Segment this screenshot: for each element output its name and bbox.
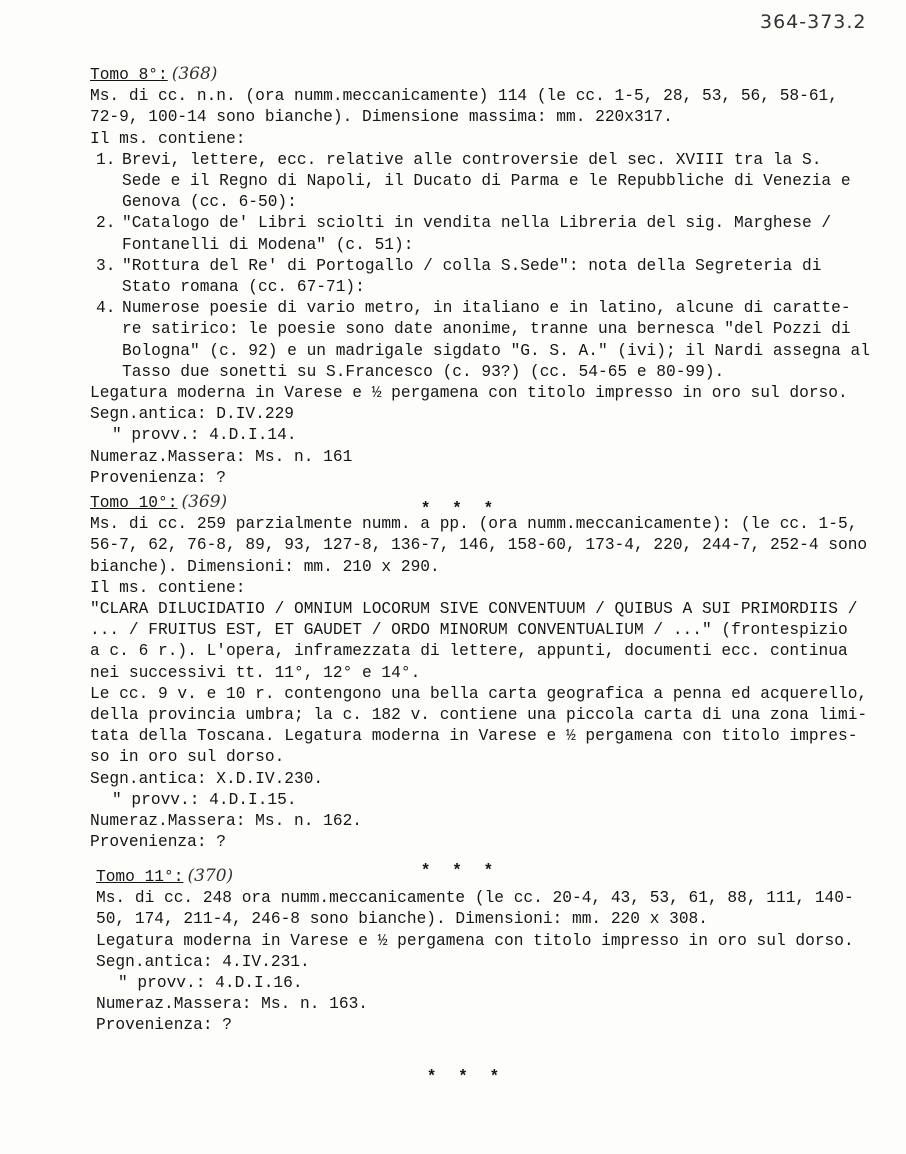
tomo-8-line: Il ms. contiene: — [90, 129, 246, 148]
provenance: Provenienza: ? — [96, 1016, 232, 1035]
tomo-8-line: 72-9, 100-14 sono bianche). Dimensione massima: mm. 220x317. — [90, 108, 673, 127]
tomo-11-heading — [96, 866, 896, 888]
item-number: 2. — [96, 214, 116, 233]
tomo-11-line: Ms. di cc. 248 ora numm.meccanicamente (le cc. 20-4, 43, 53, 61, 88, 111, 140- — [96, 889, 854, 908]
tomo-10-line: so in oro sul dorso. — [90, 748, 285, 767]
tomo-8-line: Ms. di cc. n.n. (ora numm.meccanicamente) 114 (le cc. 1-5, 28, 53, 56, 58-61, — [90, 87, 838, 106]
provenance: Provenienza: ? — [90, 833, 226, 852]
tomo-10-line: 56-7, 62, 76-8, 89, 93, 127-8, 136-7, 146, 158-60, 173-4, 220, 244-7, 252-4 sono — [90, 536, 868, 555]
binding-note: Legatura moderna in Varese e ½ pergamena con titolo impresso in oro sul dorso. — [96, 931, 854, 950]
item-line: "Catalogo de' Libri sciolti in vendita nella Libreria del sig. Marghese / — [122, 214, 832, 233]
tomo-10-line: "CLARA DILUCIDATIO / OMNIUM LOCORUM SIVE CONVENTUUM / QUIBUS A SUI PRIMORDIIS / — [90, 600, 858, 619]
tomo-8-section — [90, 64, 890, 520]
item-line: Genova (cc. 6-50): — [122, 193, 297, 212]
old-shelfmark: Segn.antica: 4.IV.231. — [96, 952, 310, 971]
tomo-10-section — [90, 492, 895, 883]
item-line: re satirico: le poesie sono date anonime, tranne una bernesca "del Pozzi di — [122, 320, 851, 339]
tomo-11-line: 50, 174, 211-4, 246-8 sono bianche). Dimensioni: mm. 220 x 308. — [96, 910, 708, 929]
item-line: Stato romana (cc. 67-71): — [122, 278, 365, 297]
tomo-10-line: bianche). Dimensioni: mm. 210 x 290. — [90, 557, 440, 576]
tomo-10-line: della provincia umbra; la c. 182 v. contiene una piccola carta di una zona limi- — [90, 706, 868, 725]
massera-number: Numeraz.Massera: Ms. n. 161 — [90, 447, 353, 466]
item-number: 3. — [96, 256, 116, 275]
tomo-8-item-4 — [90, 298, 890, 383]
section-separator: * * * — [420, 500, 500, 519]
provisional-shelfmark: " provv.: 4.D.I.14. — [112, 426, 297, 445]
old-shelfmark: Segn.antica: X.D.IV.230. — [90, 769, 324, 788]
binding-note: Legatura moderna in Varese e ½ pergamena con titolo impresso in oro sul dorso. — [90, 384, 848, 403]
tomo-11-title: Tomo 11°: — [96, 868, 184, 886]
tomo-8-item-3 — [90, 256, 890, 298]
item-line: Numerose poesie di vario metro, in italiano e in latino, alcune di caratte- — [122, 299, 851, 318]
item-line: "Rottura del Re' di Portogallo / colla S.Sede": nota della Segreteria di — [122, 256, 822, 275]
tomo-10-line: Ms. di cc. 259 parzialmente numm. a pp. (ora numm.meccanicamente): (le cc. 1-5, — [90, 515, 858, 534]
tomo-10-line: ... / FRUITUS EST, ET GAUDET / ORDO MINORUM CONVENTUALIUM / ..." (frontespizio — [90, 621, 848, 640]
archive-reference-number: 364-373.2 — [760, 11, 867, 33]
tomo-8-heading — [90, 64, 890, 86]
item-number: 1. — [96, 150, 116, 169]
tomo-8-item-1 — [90, 150, 890, 214]
tomo-8-item-2 — [90, 213, 890, 255]
tomo-10-title: Tomo 10°: — [90, 494, 178, 512]
old-shelfmark: Segn.antica: D.IV.229 — [90, 405, 294, 424]
tomo-10-line: Le cc. 9 v. e 10 r. contengono una bella carta geografica a penna ed acquerello, — [90, 684, 868, 703]
provisional-shelfmark: " provv.: 4.D.I.16. — [118, 974, 303, 993]
tomo-8-handwritten-number: (368) — [171, 64, 218, 84]
section-separator: * * * — [420, 862, 500, 881]
tomo-11-section — [96, 866, 896, 1088]
tomo-10-line: a c. 6 r.). L'opera, inframezzata di lettere, appunti, documenti ecc. continua — [90, 642, 848, 661]
item-number: 4. — [96, 299, 116, 318]
tomo-10-heading — [90, 492, 895, 514]
item-line: Brevi, lettere, ecc. relative alle controversie del sec. XVIII tra la S. — [122, 150, 822, 169]
tomo-10-line: Il ms. contiene: — [90, 578, 246, 597]
massera-number: Numeraz.Massera: Ms. n. 162. — [90, 812, 362, 831]
item-line: Bologna" (c. 92) e un madrigale sigdato "G. S. A." (ivi); il Nardi assegna al — [122, 341, 870, 360]
massera-number: Numeraz.Massera: Ms. n. 163. — [96, 995, 368, 1014]
provenance: Provenienza: ? — [90, 468, 226, 487]
section-separator: * * * — [426, 1067, 506, 1086]
item-line: Fontanelli di Modena" (c. 51): — [122, 235, 414, 254]
tomo-11-handwritten-number: (370) — [187, 866, 234, 886]
tomo-10-line: nei successivi tt. 11°, 12° e 14°. — [90, 663, 421, 682]
item-line: Sede e il Regno di Napoli, il Ducato di Parma e le Repubbliche di Venezia e — [122, 172, 851, 191]
provisional-shelfmark: " provv.: 4.D.I.15. — [112, 790, 297, 809]
tomo-10-line: tata della Toscana. Legatura moderna in Varese e ½ pergamena con titolo impres- — [90, 727, 858, 746]
tomo-8-title: Tomo 8°: — [90, 66, 168, 84]
tomo-10-handwritten-number: (369) — [181, 492, 228, 512]
item-line: Tasso due sonetti su S.Francesco (c. 93?) (cc. 54-65 e 80-99). — [122, 362, 725, 381]
